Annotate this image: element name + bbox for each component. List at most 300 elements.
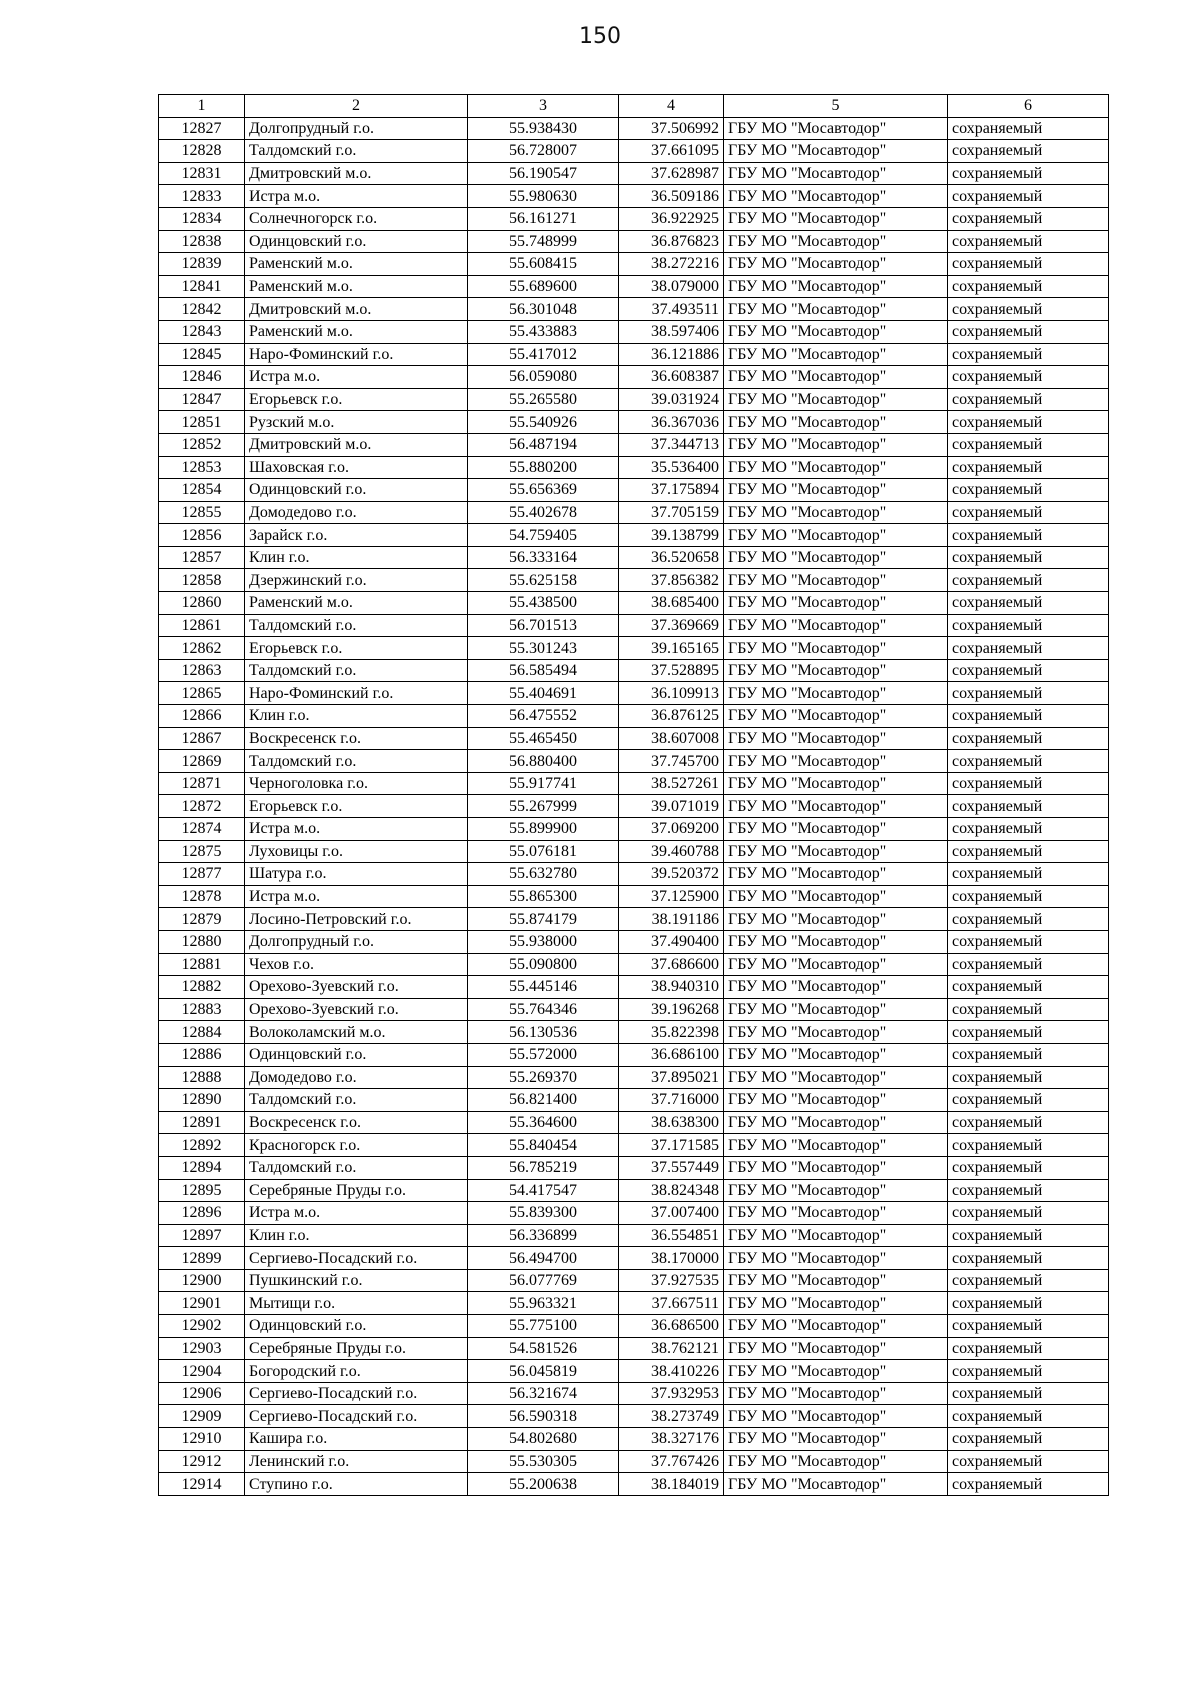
cell-status: сохраняемый [948,682,1109,705]
cell-number: 12841 [159,275,245,298]
cell-organization: ГБУ МО "Мосавтодор" [724,1428,948,1451]
cell-district: Сергиево-Посадский г.о. [245,1247,468,1270]
table-row [159,592,1109,615]
cell-district: Истра м.о. [245,818,468,841]
cell-organization: ГБУ МО "Мосавтодор" [724,388,948,411]
table-row [159,546,1109,569]
cell-status: сохраняемый [948,546,1109,569]
cell-status: сохраняемый [948,818,1109,841]
cell-status: сохраняемый [948,772,1109,795]
table-row [159,162,1109,185]
cell-district: Домодедово г.о. [245,1066,468,1089]
table-row [159,1428,1109,1451]
cell-latitude: 56.333164 [468,546,619,569]
cell-number: 12852 [159,433,245,456]
cell-latitude: 55.840454 [468,1134,619,1157]
cell-status: сохраняемый [948,117,1109,140]
cell-longitude: 37.557449 [619,1156,724,1179]
cell-organization: ГБУ МО "Мосавтодор" [724,637,948,660]
table-row [159,1156,1109,1179]
cell-longitude: 37.895021 [619,1066,724,1089]
cell-latitude: 56.880400 [468,750,619,773]
cell-organization: ГБУ МО "Мосавтодор" [724,524,948,547]
table-row [159,1473,1109,1496]
table-row [159,1179,1109,1202]
cell-organization: ГБУ МО "Мосавтодор" [724,1292,948,1315]
cell-latitude: 55.963321 [468,1292,619,1315]
cell-organization: ГБУ МО "Мосавтодор" [724,433,948,456]
cell-status: сохраняемый [948,1134,1109,1157]
table-row [159,1111,1109,1134]
cell-district: Дмитровский м.о. [245,162,468,185]
cell-organization: ГБУ МО "Мосавтодор" [724,1450,948,1473]
cell-district: Талдомский г.о. [245,659,468,682]
cell-district: Мытищи г.о. [245,1292,468,1315]
cell-longitude: 36.121886 [619,343,724,366]
cell-district: Истра м.о. [245,185,468,208]
cell-district: Ленинский г.о. [245,1450,468,1473]
cell-status: сохраняемый [948,411,1109,434]
cell-status: сохраняемый [948,1315,1109,1338]
table-row [159,682,1109,705]
cell-status: сохраняемый [948,1292,1109,1315]
cell-number: 12888 [159,1066,245,1089]
cell-latitude: 54.802680 [468,1428,619,1451]
cell-latitude: 55.632780 [468,863,619,886]
cell-organization: ГБУ МО "Мосавтодор" [724,275,948,298]
cell-longitude: 37.493511 [619,298,724,321]
cell-number: 12878 [159,885,245,908]
table-row [159,1247,1109,1270]
cell-district: Наро-Фоминский г.о. [245,343,468,366]
cell-status: сохраняемый [948,524,1109,547]
cell-district: Волоколамский м.о. [245,1021,468,1044]
cell-district: Одинцовский г.о. [245,1043,468,1066]
cell-longitude: 36.876823 [619,230,724,253]
cell-status: сохраняемый [948,637,1109,660]
cell-longitude: 38.762121 [619,1337,724,1360]
cell-district: Шатура г.о. [245,863,468,886]
cell-longitude: 37.686600 [619,953,724,976]
cell-longitude: 37.628987 [619,162,724,185]
cell-latitude: 55.656369 [468,479,619,502]
table-row [159,885,1109,908]
cell-number: 12882 [159,976,245,999]
cell-number: 12872 [159,795,245,818]
cell-longitude: 39.031924 [619,388,724,411]
cell-longitude: 37.125900 [619,885,724,908]
cell-organization: ГБУ МО "Мосавтодор" [724,1337,948,1360]
cell-status: сохраняемый [948,275,1109,298]
cell-organization: ГБУ МО "Мосавтодор" [724,818,948,841]
cell-latitude: 55.267999 [468,795,619,818]
column-header-longitude: 4 [619,95,724,118]
cell-status: сохраняемый [948,976,1109,999]
table-row [159,908,1109,931]
cell-organization: ГБУ МО "Мосавтодор" [724,930,948,953]
cell-longitude: 36.509186 [619,185,724,208]
cell-organization: ГБУ МО "Мосавтодор" [724,456,948,479]
table-row [159,998,1109,1021]
cell-organization: ГБУ МО "Мосавтодор" [724,727,948,750]
cell-organization: ГБУ МО "Мосавтодор" [724,1247,948,1270]
cell-status: сохраняемый [948,885,1109,908]
table-row [159,1089,1109,1112]
table-row [159,1224,1109,1247]
cell-district: Егорьевск г.о. [245,388,468,411]
cell-latitude: 55.608415 [468,253,619,276]
cell-number: 12891 [159,1111,245,1134]
cell-number: 12834 [159,207,245,230]
cell-longitude: 37.069200 [619,818,724,841]
table-row [159,230,1109,253]
cell-longitude: 37.927535 [619,1269,724,1292]
cell-longitude: 37.175894 [619,479,724,502]
cell-organization: ГБУ МО "Мосавтодор" [724,1021,948,1044]
cell-organization: ГБУ МО "Мосавтодор" [724,162,948,185]
cell-number: 12883 [159,998,245,1021]
table-row [159,433,1109,456]
cell-number: 12886 [159,1043,245,1066]
table-body [159,117,1109,1495]
cell-district: Сергиево-Посадский г.о. [245,1382,468,1405]
cell-longitude: 39.460788 [619,840,724,863]
cell-status: сохраняемый [948,1405,1109,1428]
cell-status: сохраняемый [948,140,1109,163]
cell-number: 12912 [159,1450,245,1473]
cell-number: 12833 [159,185,245,208]
cell-number: 12903 [159,1337,245,1360]
cell-status: сохраняемый [948,1089,1109,1112]
cell-number: 12901 [159,1292,245,1315]
cell-status: сохраняемый [948,1179,1109,1202]
cell-status: сохраняемый [948,207,1109,230]
cell-longitude: 38.607008 [619,727,724,750]
cell-district: Луховицы г.о. [245,840,468,863]
cell-longitude: 36.922925 [619,207,724,230]
cell-status: сохраняемый [948,1111,1109,1134]
cell-number: 12865 [159,682,245,705]
cell-status: сохраняемый [948,908,1109,931]
cell-longitude: 37.007400 [619,1202,724,1225]
cell-district: Раменский м.о. [245,592,468,615]
cell-longitude: 36.109913 [619,682,724,705]
table-row [159,275,1109,298]
table-row [159,1066,1109,1089]
cell-longitude: 37.528895 [619,659,724,682]
cell-district: Клин г.о. [245,546,468,569]
cell-organization: ГБУ МО "Мосавтодор" [724,253,948,276]
cell-organization: ГБУ МО "Мосавтодор" [724,479,948,502]
cell-status: сохраняемый [948,388,1109,411]
cell-latitude: 55.764346 [468,998,619,1021]
page-number: 150 [579,24,621,49]
table-row [159,750,1109,773]
cell-latitude: 55.775100 [468,1315,619,1338]
cell-latitude: 55.938430 [468,117,619,140]
cell-status: сохраняемый [948,614,1109,637]
cell-number: 12877 [159,863,245,886]
cell-number: 12842 [159,298,245,321]
cell-longitude: 37.369669 [619,614,724,637]
cell-longitude: 39.071019 [619,795,724,818]
table-row [159,659,1109,682]
cell-latitude: 55.880200 [468,456,619,479]
cell-district: Одинцовский г.о. [245,479,468,502]
cell-latitude: 56.821400 [468,1089,619,1112]
table-row [159,479,1109,502]
table-row [159,1269,1109,1292]
cell-number: 12863 [159,659,245,682]
cell-number: 12854 [159,479,245,502]
cell-number: 12831 [159,162,245,185]
cell-district: Дмитровский м.о. [245,298,468,321]
cell-status: сохраняемый [948,863,1109,886]
cell-district: Егорьевск г.о. [245,637,468,660]
cell-district: Рузский м.о. [245,411,468,434]
cell-organization: ГБУ МО "Мосавтодор" [724,1066,948,1089]
cell-district: Истра м.о. [245,885,468,908]
cell-latitude: 56.590318 [468,1405,619,1428]
table-row [159,795,1109,818]
cell-number: 12884 [159,1021,245,1044]
cell-latitude: 55.402678 [468,501,619,524]
table-row [159,1292,1109,1315]
cell-organization: ГБУ МО "Мосавтодор" [724,1134,948,1157]
column-header-status: 6 [948,95,1109,118]
cell-number: 12902 [159,1315,245,1338]
cell-number: 12894 [159,1156,245,1179]
cell-status: сохраняемый [948,343,1109,366]
cell-number: 12862 [159,637,245,660]
cell-latitude: 55.076181 [468,840,619,863]
cell-organization: ГБУ МО "Мосавтодор" [724,682,948,705]
cell-district: Красногорск г.о. [245,1134,468,1157]
cell-latitude: 56.045819 [468,1360,619,1383]
cell-district: Зарайск г.о. [245,524,468,547]
cell-longitude: 37.767426 [619,1450,724,1473]
table-row [159,411,1109,434]
cell-number: 12857 [159,546,245,569]
cell-organization: ГБУ МО "Мосавтодор" [724,908,948,931]
cell-organization: ГБУ МО "Мосавтодор" [724,840,948,863]
cell-latitude: 55.839300 [468,1202,619,1225]
cell-latitude: 56.190547 [468,162,619,185]
cell-number: 12909 [159,1405,245,1428]
table-row [159,1134,1109,1157]
cell-district: Талдомский г.о. [245,1089,468,1112]
cell-latitude: 55.445146 [468,976,619,999]
cell-district: Черноголовка г.о. [245,772,468,795]
cell-organization: ГБУ МО "Мосавтодор" [724,546,948,569]
cell-latitude: 55.438500 [468,592,619,615]
table-row [159,614,1109,637]
cell-district: Талдомский г.о. [245,140,468,163]
cell-latitude: 56.077769 [468,1269,619,1292]
cell-status: сохраняемый [948,1382,1109,1405]
cell-status: сохраняемый [948,366,1109,389]
cell-organization: ГБУ МО "Мосавтодор" [724,1089,948,1112]
cell-status: сохраняемый [948,1450,1109,1473]
cell-organization: ГБУ МО "Мосавтодор" [724,795,948,818]
cell-organization: ГБУ МО "Мосавтодор" [724,185,948,208]
cell-longitude: 36.554851 [619,1224,724,1247]
table-row [159,253,1109,276]
cell-latitude: 55.572000 [468,1043,619,1066]
cell-latitude: 54.759405 [468,524,619,547]
cell-number: 12874 [159,818,245,841]
cell-longitude: 36.686100 [619,1043,724,1066]
cell-latitude: 55.404691 [468,682,619,705]
table-row [159,343,1109,366]
cell-latitude: 55.269370 [468,1066,619,1089]
cell-number: 12880 [159,930,245,953]
cell-longitude: 37.506992 [619,117,724,140]
cell-status: сохраняемый [948,998,1109,1021]
cell-latitude: 55.689600 [468,275,619,298]
cell-status: сохраняемый [948,230,1109,253]
cell-status: сохраняемый [948,727,1109,750]
cell-district: Клин г.о. [245,705,468,728]
cell-longitude: 38.272216 [619,253,724,276]
cell-district: Раменский м.о. [245,320,468,343]
cell-district: Истра м.о. [245,1202,468,1225]
cell-latitude: 56.475552 [468,705,619,728]
cell-longitude: 38.638300 [619,1111,724,1134]
cell-district: Одинцовский г.о. [245,1315,468,1338]
cell-longitude: 38.079000 [619,275,724,298]
cell-number: 12856 [159,524,245,547]
cell-status: сохраняемый [948,456,1109,479]
cell-district: Шаховская г.о. [245,456,468,479]
cell-status: сохраняемый [948,592,1109,615]
cell-organization: ГБУ МО "Мосавтодор" [724,569,948,592]
cell-district: Богородский г.о. [245,1360,468,1383]
cell-district: Егорьевск г.о. [245,795,468,818]
table-row [159,1337,1109,1360]
cell-longitude: 38.170000 [619,1247,724,1270]
cell-status: сохраняемый [948,298,1109,321]
cell-number: 12869 [159,750,245,773]
cell-status: сохраняемый [948,1247,1109,1270]
cell-latitude: 55.364600 [468,1111,619,1134]
cell-longitude: 38.191186 [619,908,724,931]
registry-table [158,94,1109,1496]
cell-status: сохраняемый [948,659,1109,682]
cell-status: сохраняемый [948,1473,1109,1496]
table-row [159,705,1109,728]
cell-longitude: 36.367036 [619,411,724,434]
cell-number: 12828 [159,140,245,163]
cell-latitude: 55.865300 [468,885,619,908]
cell-longitude: 37.932953 [619,1382,724,1405]
cell-district: Орехово-Зуевский г.о. [245,998,468,1021]
cell-number: 12890 [159,1089,245,1112]
cell-organization: ГБУ МО "Мосавтодор" [724,592,948,615]
cell-number: 12875 [159,840,245,863]
cell-longitude: 37.171585 [619,1134,724,1157]
cell-number: 12896 [159,1202,245,1225]
cell-status: сохраняемый [948,930,1109,953]
cell-latitude: 55.530305 [468,1450,619,1473]
cell-latitude: 55.417012 [468,343,619,366]
cell-organization: ГБУ МО "Мосавтодор" [724,320,948,343]
cell-latitude: 56.701513 [468,614,619,637]
cell-latitude: 56.728007 [468,140,619,163]
cell-latitude: 55.465450 [468,727,619,750]
cell-number: 12827 [159,117,245,140]
cell-number: 12881 [159,953,245,976]
cell-number: 12897 [159,1224,245,1247]
header-row [159,95,1109,118]
cell-status: сохраняемый [948,253,1109,276]
table-row [159,185,1109,208]
cell-latitude: 54.581526 [468,1337,619,1360]
cell-district: Долгопрудный г.о. [245,117,468,140]
cell-status: сохраняемый [948,569,1109,592]
table-row [159,569,1109,592]
column-header-number: 1 [159,95,245,118]
cell-district: Талдомский г.о. [245,614,468,637]
table-row [159,320,1109,343]
cell-organization: ГБУ МО "Мосавтодор" [724,1473,948,1496]
cell-organization: ГБУ МО "Мосавтодор" [724,998,948,1021]
table-row [159,1315,1109,1338]
cell-longitude: 38.184019 [619,1473,724,1496]
cell-number: 12853 [159,456,245,479]
column-header-organization: 5 [724,95,948,118]
cell-longitude: 35.536400 [619,456,724,479]
cell-latitude: 56.585494 [468,659,619,682]
cell-number: 12867 [159,727,245,750]
cell-district: Раменский м.о. [245,253,468,276]
column-header-district: 2 [245,95,468,118]
cell-longitude: 37.745700 [619,750,724,773]
cell-district: Чехов г.о. [245,953,468,976]
table-row [159,772,1109,795]
cell-district: Серебряные Пруды г.о. [245,1337,468,1360]
cell-number: 12871 [159,772,245,795]
cell-longitude: 36.520658 [619,546,724,569]
cell-latitude: 56.336899 [468,1224,619,1247]
cell-district: Лосино-Петровский г.о. [245,908,468,931]
cell-longitude: 37.667511 [619,1292,724,1315]
cell-organization: ГБУ МО "Мосавтодор" [724,140,948,163]
cell-district: Кашира г.о. [245,1428,468,1451]
cell-status: сохраняемый [948,185,1109,208]
cell-latitude: 56.487194 [468,433,619,456]
cell-status: сохраняемый [948,953,1109,976]
cell-district: Ступино г.о. [245,1473,468,1496]
cell-district: Пушкинский г.о. [245,1269,468,1292]
cell-number: 12895 [159,1179,245,1202]
cell-latitude: 56.301048 [468,298,619,321]
cell-status: сохраняемый [948,501,1109,524]
cell-latitude: 55.265580 [468,388,619,411]
table-row [159,1382,1109,1405]
cell-organization: ГБУ МО "Мосавтодор" [724,207,948,230]
table-row [159,727,1109,750]
cell-latitude: 55.433883 [468,320,619,343]
cell-latitude: 55.301243 [468,637,619,660]
cell-status: сохраняемый [948,795,1109,818]
cell-organization: ГБУ МО "Мосавтодор" [724,411,948,434]
table-row [159,953,1109,976]
cell-longitude: 37.705159 [619,501,724,524]
cell-longitude: 37.490400 [619,930,724,953]
cell-longitude: 38.327176 [619,1428,724,1451]
cell-organization: ГБУ МО "Мосавтодор" [724,298,948,321]
